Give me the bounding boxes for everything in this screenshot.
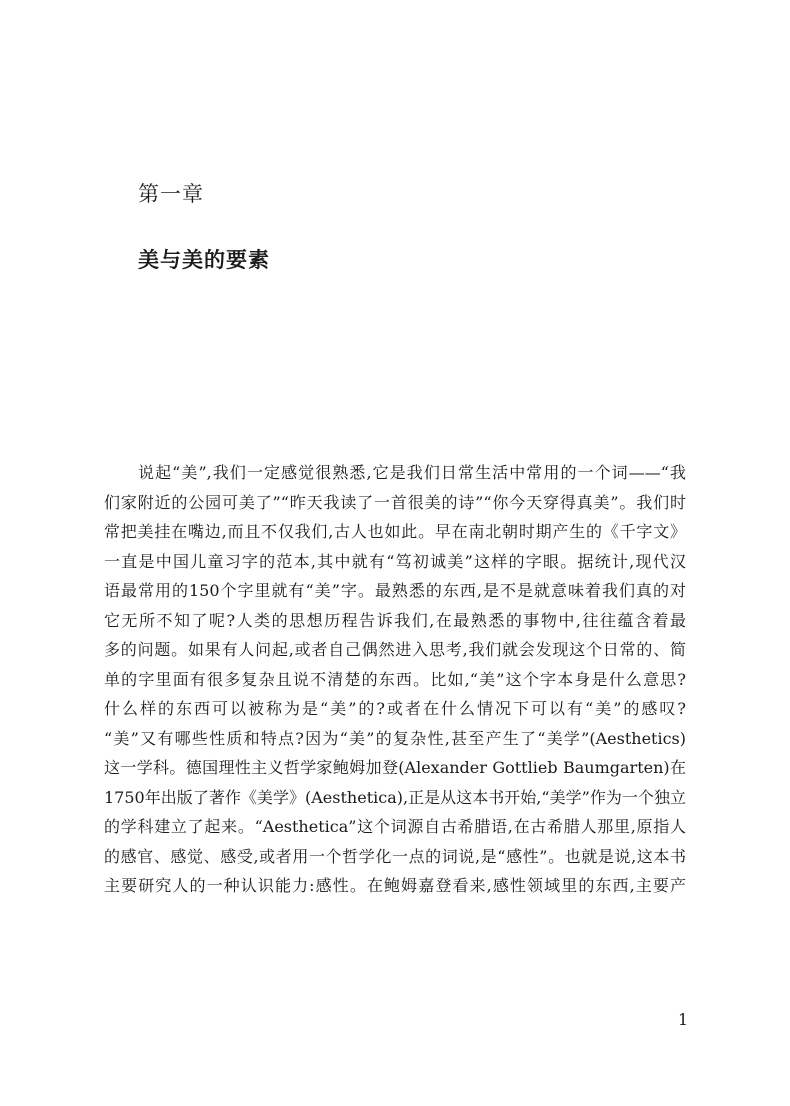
text-line: 它无所不知了呢?人类的思想历程告诉我们,在最熟悉的事物中,往往蕴含着最 (104, 610, 686, 630)
text-line: 这一学科。德国理性主义哲学家鲍姆加登(Alexander Gottlieb Baumgarten)在 (104, 758, 686, 777)
text-line: 多的问题。如果有人问起,或者自己偶然进入思考,我们就会发现这个日常的、简 (104, 640, 686, 659)
body-paragraph (104, 458, 686, 901)
text-line: 单的字里面有很多复杂且说不清楚的东西。比如,“美”这个字本身是什么意思? (104, 669, 686, 689)
text-line: 什么样的东西可以被称为是“美”的?或者在什么情况下可以有“美”的感叹? (104, 699, 686, 718)
page-number: 1 (678, 1010, 689, 1029)
text-line: 们家附近的公园可美了”“昨天我读了一首很美的诗”“你今天穿得真美”。我们时 (104, 492, 686, 512)
chapter-title: 美与美的要素 (138, 247, 270, 272)
text-line: 的学科建立了起来。“Aesthetica”这个词源自古希腊语,在古希腊人那里,原指人 (104, 817, 686, 836)
text-line: 语最常用的150个字里就有“美”字。最熟悉的东西,是不是就意味着我们真的对 (104, 581, 686, 600)
text-line: “美”又有哪些性质和特点?因为“美”的复杂性,甚至产生了“美学”(Aesthetics) (104, 728, 686, 748)
text-line: 常把美挂在嘴边,而且不仅我们,古人也如此。早在南北朝时期产生的《千字文》 (104, 522, 686, 541)
text-line: 主要研究人的一种认识能力:感性。在鲍姆嘉登看来,感性领域里的东西,主要产 (104, 876, 686, 895)
text-line: 说起“美”,我们一定感觉很熟悉,它是我们日常生活中常用的一个词——“我 (138, 463, 686, 482)
text-line: 1750年出版了著作《美学》(Aesthetica),正是从这本书开始,“美学”作为一个独立 (104, 787, 686, 807)
chapter-label: 第一章 (138, 182, 204, 206)
text-line: 一直是中国儿童习字的范本,其中就有“笃初诚美”这样的字眼。据统计,现代汉 (104, 551, 686, 571)
text-line: 的感官、感觉、感受,或者用一个哲学化一点的词说,是“感性”。也就是说,这本书 (104, 846, 686, 866)
